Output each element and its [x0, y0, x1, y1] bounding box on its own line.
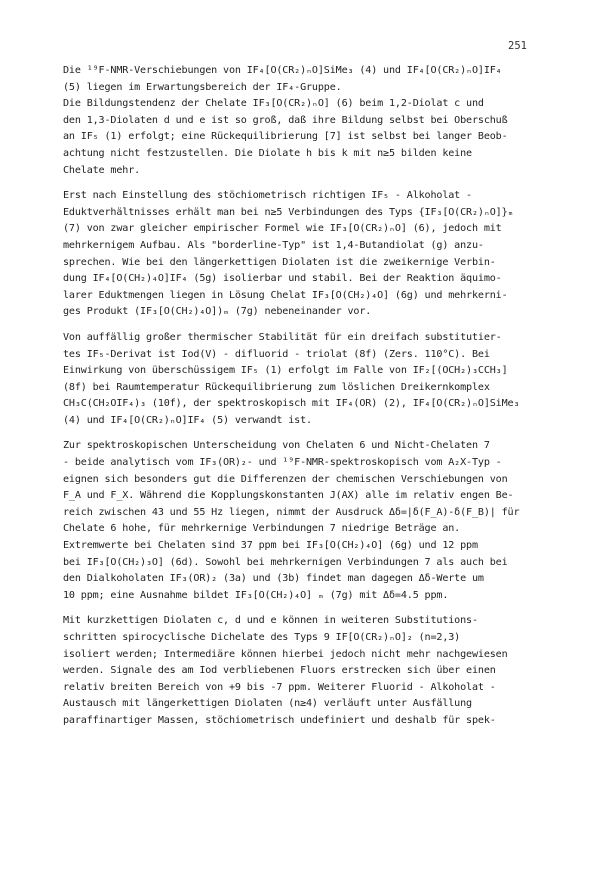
text-line: larer Eduktmengen liegen in Lösung Chelat IF₃[O(CH₂)₄O] (6g) und mehrkerni- [63, 289, 508, 301]
text-line: an IF₅ (1) erfolgt; eine Rückequilibrierung [7] ist selbst bei langer Beob- [63, 131, 508, 143]
text-line: Die ¹⁹F-NMR-Verschiebungen von IF₄[O(CR₂)ₙO]SiMe₃ (4) und IF₄[O(CR₂)ₙO]IF₄ [63, 65, 502, 76]
text-line: Austausch mit längerkettigen Diolaten (n≥4) verläuft unter Ausfällung [63, 698, 472, 710]
text-line: isoliert werden; Intermediäre können hierbei jedoch nicht mehr nachgewiesen [63, 648, 508, 660]
text-line: Chelate 6 hohe, für mehrkernige Verbindungen 7 niedrige Beträge an. [63, 523, 461, 535]
text-line: schritten spirocyclische Dichelate des Typs 9 IF[O(CR₂)ₙO]₂ (n=2,3) [63, 632, 461, 643]
paragraph [63, 188, 543, 321]
text-line: CH₃C(CH₂OIF₄)₃ (10f), der spektroskopisch mit IF₄(OR) (2), IF₄[O(CR₂)ₙO]SiMe₃ [63, 398, 520, 410]
text-line: den 1,3-Diolaten d und e ist so groß, daß ihre Bildung selbst bei Oberschuß [63, 114, 508, 126]
paragraph-gap [63, 604, 543, 613]
paragraph [63, 330, 543, 430]
text-line: 10 ppm; eine Ausnahme bildet IF₃[O(CH₂)₄O] ₘ (7g) mit Δδ=4.5 ppm. [63, 589, 449, 601]
text-line: ges Produkt (IF₃[O(CH₂)₄O])ₘ (7g) nebeneinander vor. [63, 306, 372, 318]
text-line: Von auffällig großer thermischer Stabilität für ein dreifach substitutier- [63, 331, 502, 343]
page-number: 251 [508, 40, 527, 52]
text-line: relativ breiten Bereich von +9 bis -7 ppm. Weiterer Fluorid - Alkoholat - [63, 681, 496, 693]
text-line: Zur spektroskopischen Unterscheidung von Chelaten 6 und Nicht-Chelaten 7 [63, 440, 490, 452]
text-line: Mit kurzkettigen Diolaten c, d und e können in weiteren Substitutions- [63, 615, 478, 627]
body-text [63, 63, 543, 730]
text-line: F_A und F_X. Während die Kopplungskonstanten J(AX) alle im relativ engen Be- [63, 490, 514, 502]
text-line: mehrkernigem Aufbau. Als "borderline-Typ" ist 1,4-Butandiolat (g) anzu- [63, 239, 484, 251]
paragraph [63, 438, 543, 604]
paragraph [63, 613, 543, 729]
text-line: achtung nicht festzustellen. Die Diolate h bis k mit n≥5 bilden keine [63, 147, 472, 159]
text-line: Erst nach Einstellung des stöchiometrisch richtigen IF₅ - Alkoholat - [63, 190, 472, 202]
text-line: den Dialkoholaten IF₃(OR)₂ (3a) und (3b) findet man dagegen Δδ-Werte um [63, 573, 484, 585]
text-line: Chelate mehr. [63, 164, 141, 176]
text-line: dung IF₄[O(CH₂)₄O]IF₄ (5g) isolierbar und stabil. Bei der Reaktion äquimo- [63, 273, 502, 285]
paragraph-gap [63, 429, 543, 438]
text-line: Extremwerte bei Chelaten sind 37 ppm bei IF₃[O(CH₂)₄O] (6g) und 12 ppm [63, 540, 478, 552]
text-line: reich zwischen 43 und 55 Hz liegen, nimmt der Ausdruck Δδ=|δ(F_A)-δ(F_B)| für [63, 506, 520, 518]
text-line: Einwirkung von überschüssigem IF₅ (1) erfolgt im Falle von IF₂[(OCH₂)₃CCH₃] [63, 365, 508, 377]
text-line: bei IF₃[O(CH₂)₃O] (6d). Sowohl bei mehrkernigen Verbindungen 7 als auch bei [63, 556, 508, 568]
text-line: Eduktverhältnisses erhält man bei n≥5 Verbindungen des Typs {IF₃[O(CR₂)ₙO]}ₘ [63, 206, 514, 218]
text-line: (8f) bei Raumtemperatur Rückequilibrierung zum löslichen Dreikernkomplex [63, 381, 490, 393]
paragraph-gap [63, 179, 543, 188]
paragraph-gap [63, 321, 543, 330]
text-line: sprechen. Wie bei den längerkettigen Diolaten ist die zweikernige Verbin- [63, 256, 496, 268]
text-line: Die Bildungstendenz der Chelate IF₃[O(CR₂)ₙO] (6) beim 1,2-Diolat c und [63, 98, 484, 110]
text-line: (7) von zwar gleicher empirischer Formel wie IF₃[O(CR₂)ₙO] (6), jedoch mit [63, 223, 502, 235]
text-line: (5) liegen im Erwartungsbereich der IF₄-Gruppe. [63, 81, 342, 93]
text-line: werden. Signale des am Iod verbliebenen Fluors erstrecken sich über einen [63, 665, 496, 677]
text-line: (4) und IF₄[O(CR₂)ₙO]IF₄ (5) verwandt ist. [63, 414, 312, 426]
text-line: tes IF₅-Derivat ist Iod(V) - difluorid - triolat (8f) (Zers. 110°C). Bei [63, 348, 490, 360]
text-line: paraffinartiger Massen, stöchiometrisch undefiniert und deshalb für spek- [63, 714, 496, 726]
text-line: - beide analytisch vom IF₃(OR)₂- und ¹⁹F-NMR-spektroskopisch vom A₂X-Typ - [63, 457, 502, 469]
text-line: eignen sich besonders gut die Differenzen der chemischen Verschiebungen von [63, 473, 508, 485]
paragraph [63, 63, 543, 179]
